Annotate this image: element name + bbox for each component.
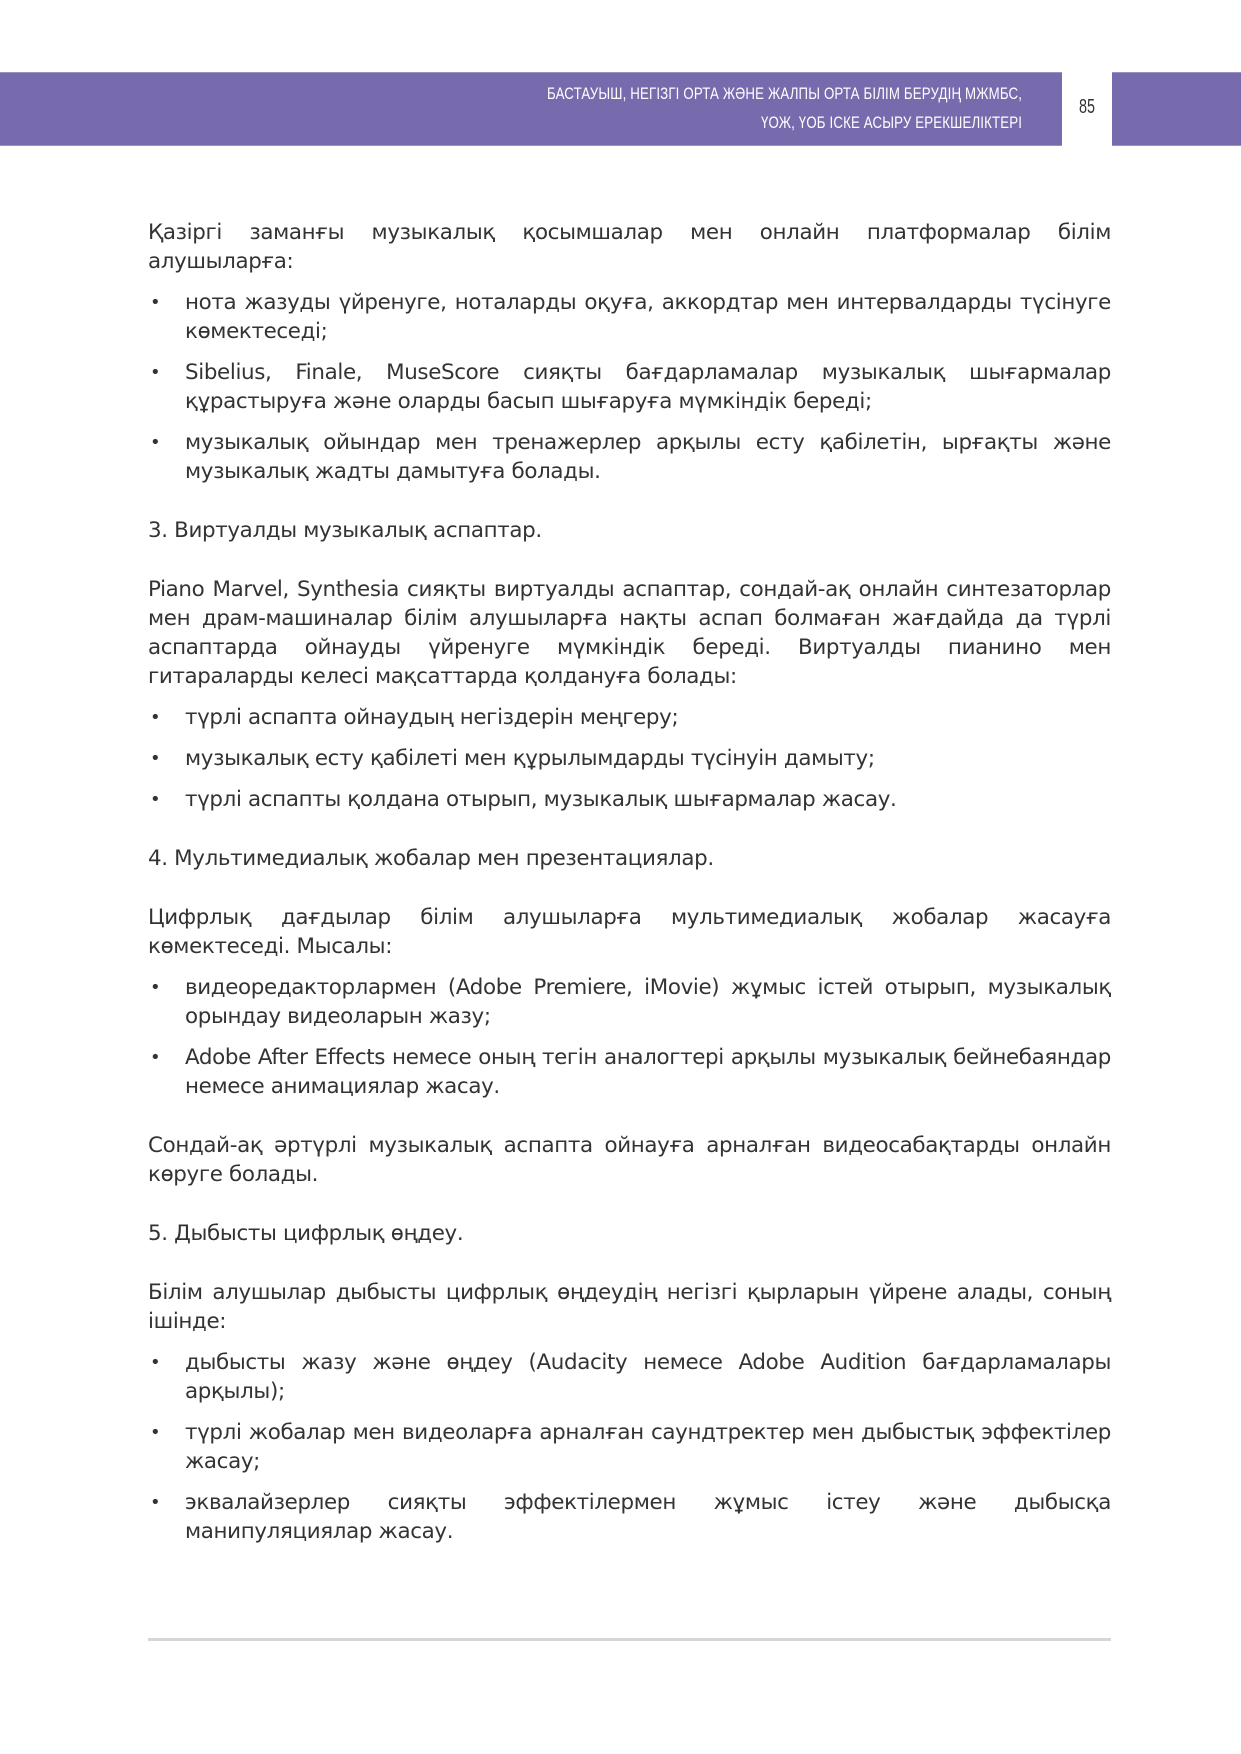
list-item: • нота жазуды үйренуге, ноталарды оқуға, аккордтар мен интервалдарды түсінуге көмектеседі; [150, 290, 1111, 344]
bullet-icon: • [150, 748, 161, 769]
bullet-icon: • [150, 292, 161, 313]
list-item: • Adobe After Effects немесе оның тегін аналогтері арқылы музыкалық бейнебаяндар немесе анимациялар жасау. [150, 1045, 1111, 1099]
header-accent-block [1112, 72, 1241, 146]
bullet-icon: • [150, 362, 161, 383]
section-closing-paragraph: Сондай-ақ әртүрлі музыкалық аспапта ойнауға арналған видеосабақтарды онлайн көруге болады. [148, 1133, 1111, 1187]
page-number: 85 [1078, 96, 1096, 118]
list-item: • түрлі аспапта ойнаудың негіздерін меңгеру; [150, 705, 679, 730]
intro-bullet-list [148, 288, 1111, 486]
bullet-icon: • [150, 1492, 161, 1513]
list-item: • музыкалық есту қабілеті мен құрылымдарды түсінуін дамыту; [150, 746, 875, 771]
bullet-icon: • [150, 1047, 161, 1068]
section-heading: 4. Мультимедиалық жобалар мен презентациялар. [148, 846, 714, 871]
bullet-icon: • [150, 789, 161, 810]
list-item: • Sibelius, Finale, MuseScore сияқты бағдарламалар музыкалық шығармалар құрастыруға және оларды басып шығаруға мүмкіндік береді; [150, 360, 1111, 414]
running-header-title [547, 79, 1022, 137]
header-title-line-1: БАСТАУЫШ, НЕГІЗГІ ОРТА ЖӘНЕ ЖАЛПЫ ОРТА БІЛІМ БЕРУДІҢ МЖМБС, [546, 84, 1022, 103]
intro-paragraph: Қазіргі заманғы музыкалық қосымшалар мен онлайн платформалар білім алушыларға: [148, 220, 1111, 274]
list-item: • түрлі аспапты қолдана отырып, музыкалық шығармалар жасау. [150, 787, 897, 812]
section-heading: 5. Дыбысты цифрлық өңдеу. [148, 1221, 464, 1246]
list-item: • музыкалық ойындар мен тренажерлер арқылы есту қабілетін, ырғақты және музыкалық жадты дамытуға болады. [150, 430, 1111, 484]
bullet-icon: • [150, 1422, 161, 1443]
footer-divider [148, 1638, 1111, 1641]
header-title-line-2: ҮОЖ, ҮОБ ІСКЕ АСЫРУ ЕРЕКШЕЛІКТЕРІ [760, 113, 1022, 132]
list-item: • дыбысты жазу және өңдеу (Audacity немесе Adobe Audition бағдарламалары арқылы); [150, 1350, 1111, 1404]
section-paragraph: Piano Marvel, Synthesia сияқты виртуалды аспаптар, сондай-ақ онлайн синтезаторлар мен драм-машиналар білім алушыларға нақты аспап болмаған жағдайда да түрлі аспаптарда ойнауды үйренуге мүмкіндік береді. Виртуалды пианино мен гитараларды келесі мақсаттарда қолдануға болады: [148, 577, 1111, 689]
bullet-icon: • [150, 1352, 161, 1373]
section5-bullet-list [148, 1348, 1111, 1546]
section4-bullet-list [148, 973, 1111, 1101]
section3-bullet-list [148, 703, 1111, 814]
list-item: • видеоредакторлармен (Adobe Premiere, iMovie) жұмыс істей отырып, музыкалық орындау видеоларын жазу; [150, 975, 1111, 1029]
bullet-icon: • [150, 432, 161, 453]
bullet-icon: • [150, 707, 161, 728]
list-item: • эквалайзерлер сияқты эффектілермен жұмыс істеу және дыбысқа манипуляциялар жасау. [150, 1490, 1111, 1544]
section-paragraph: Цифрлық дағдылар білім алушыларға мультимедиалық жобалар жасауға көмектеседі. Мысалы: [148, 905, 1111, 959]
section-heading: 3. Виртуалды музыкалық аспаптар. [148, 518, 542, 543]
list-item: • түрлі жобалар мен видеоларға арналған саундтректер мен дыбыстық эффектілер жасау; [150, 1420, 1111, 1474]
running-header-bar [0, 72, 1062, 146]
bullet-icon: • [150, 977, 161, 998]
page-body [148, 218, 1111, 1546]
section-paragraph: Білім алушылар дыбысты цифрлық өңдеудің негізгі қырларын үйрене алады, соның ішінде: [148, 1280, 1111, 1334]
